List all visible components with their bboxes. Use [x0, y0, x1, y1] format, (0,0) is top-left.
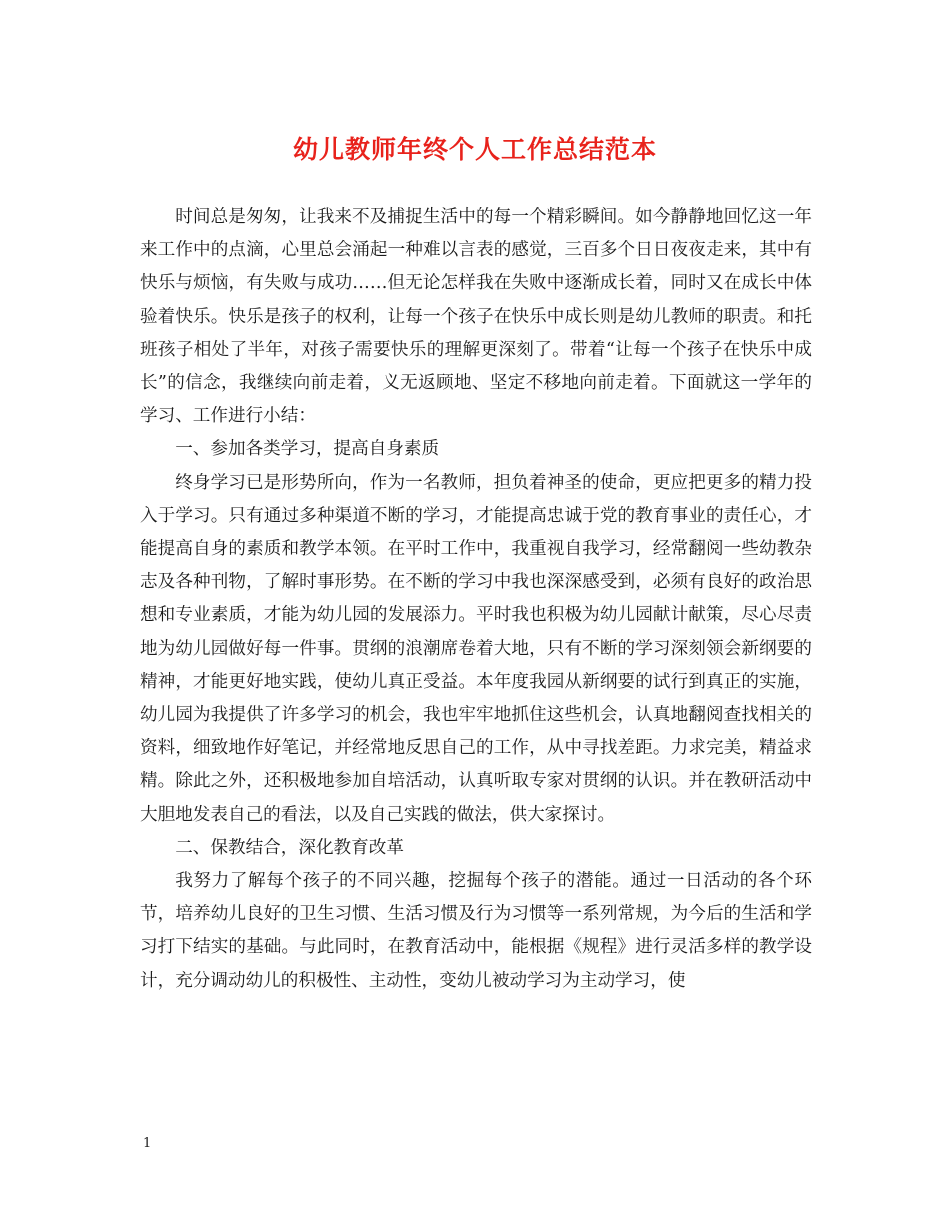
section-heading-2: 二、保教结合，深化教育改革: [175, 837, 404, 858]
document-title: 幼儿教师年终个人工作总结范本: [292, 135, 657, 164]
section-paragraph-2: 我努力了解每个孩子的不同兴趣，挖掘每个孩子的潜能。通过一日活动的各个环节，培养幼儿良好的卫生习惯、生活习惯及行为习惯等一系列常规，为今后的生活和学习打下结实的基础。与此同时，在教育活动中，能根据《规程》进行灵活多样的教学设计，充分调动幼儿的积极性、主动性，变幼儿被动学习为主动学习，使: [140, 871, 812, 991]
document-body: [140, 201, 812, 998]
intro-paragraph: 时间总是匆匆，让我来不及捕捉生活中的每一个精彩瞬间。如今静静地回忆这一年来工作中的点滴，心里总会涌起一种难以言表的感觉，三百多个日日夜夜走来，其中有快乐与烦恼，有失败与成功……但无论怎样我在失败中逐渐成长着，同时又在成长中体验着快乐。快乐是孩子的权利，让每一个孩子在快乐中成长则是幼儿教师的职责。和托班孩子相处了半年，对孩子需要快乐的理解更深刻了。带着“让每一个孩子在快乐中成长”的信念，我继续向前走着，义无返顾地、坚定不移地向前走着。下面就这一学年的学习、工作进行小结：: [140, 207, 812, 427]
section-paragraph-1: 终身学习已是形势所向，作为一名教师，担负着神圣的使命，更应把更多的精力投入于学习。只有通过多种渠道不断的学习，才能提高忠诚于党的教育事业的责任心，才能提高自身的素质和教学本领。在平时工作中，我重视自我学习，经常翻阅一些幼教杂志及各种刊物，了解时事形势。在不断的学习中我也深深感受到，必须有良好的政治思想和专业素质，才能为幼儿园的发展添力。平时我也积极为幼儿园献计献策，尽心尽责地为幼儿园做好每一件事。贯纲的浪潮席卷着大地，只有不断的学习深刻领会新纲要的精神，才能更好地实践，使幼儿真正受益。本年度我园从新纲要的试行到真正的实施，幼儿园为我提供了许多学习的机会，我也牢牢地抓住这些机会，认真地翻阅查找相关的资料，细致地作好笔记，并经常地反思自己的工作，从中寻找差距。力求完美，精益求精。除此之外，还积极地参加自培活动，认真听取专家对贯纲的认识。并在教研活动中大胆地发表自己的看法，以及自己实践的做法，供大家探讨。: [140, 472, 812, 825]
section-heading-1: 一、参加各类学习，提高自身素质: [175, 439, 440, 460]
page-number: 1: [143, 1136, 152, 1151]
